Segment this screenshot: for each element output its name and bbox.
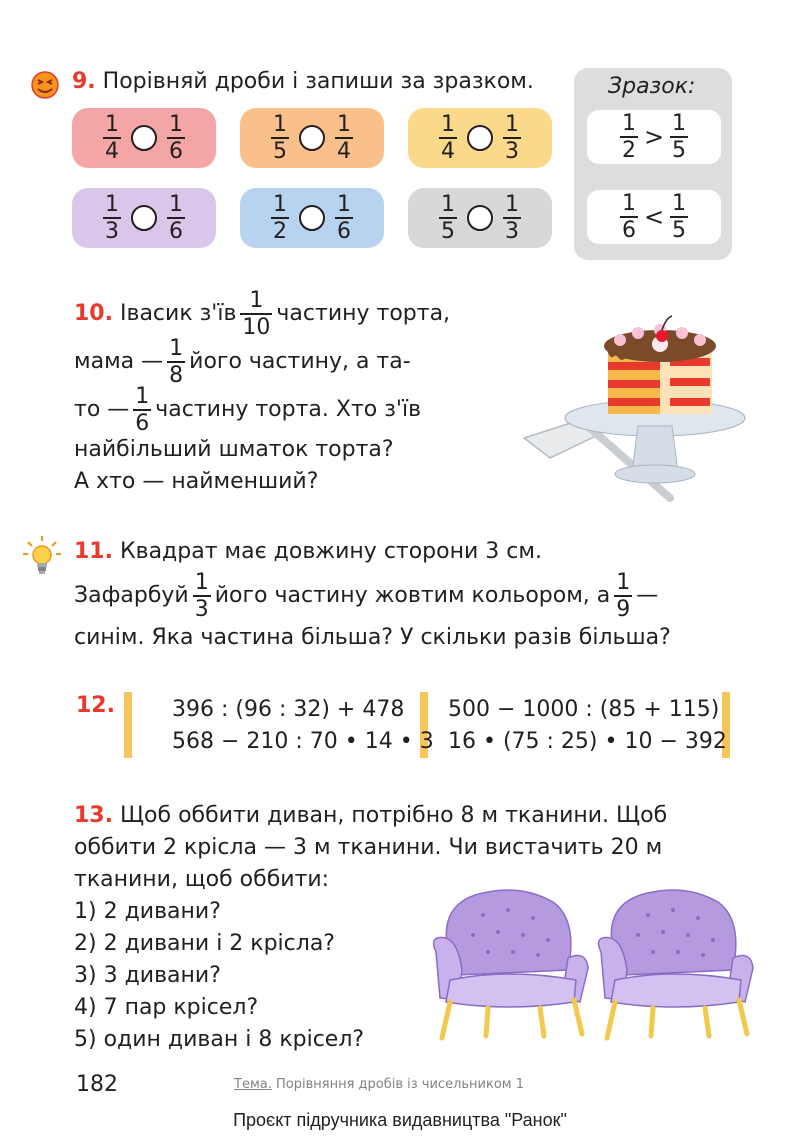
topic-line bbox=[234, 1077, 524, 1092]
comparison-circle[interactable] bbox=[467, 125, 493, 151]
sample-card bbox=[587, 190, 721, 244]
expression-1: 396 : (96 : 32) + 478 bbox=[172, 697, 405, 722]
fraction-right: $\frac{1}{6}$ bbox=[169, 111, 183, 164]
cake-illustration bbox=[520, 308, 750, 503]
fraction-comparison-pill bbox=[240, 108, 384, 168]
task9-heading bbox=[72, 66, 534, 98]
expression-2: 568 − 210 : 70 • 14 • 3 bbox=[172, 729, 434, 754]
fraction-comparison-pill bbox=[408, 108, 552, 168]
task11-line1 bbox=[74, 536, 774, 570]
comparison-circle[interactable] bbox=[299, 125, 325, 151]
fraction-left: $\frac{1}{5}$ bbox=[273, 111, 287, 164]
task10-line5: А хто — найменший? bbox=[74, 469, 319, 494]
task11-text-1: Квадрат має довжину сторони 3 см. bbox=[119, 539, 542, 564]
sample-card bbox=[587, 110, 721, 164]
task12-left-expressions bbox=[172, 694, 434, 758]
fraction-right: $\frac{1}{6}$ bbox=[169, 191, 183, 244]
task10-line3 bbox=[74, 383, 494, 436]
task13-number: 13. bbox=[74, 803, 113, 828]
task10-text-3b: частину торта. Хто з'їв bbox=[155, 397, 422, 422]
fraction-right: $\frac{1}{5}$ bbox=[672, 110, 687, 163]
fraction-1-3: $\frac{1}{3}$ bbox=[194, 569, 209, 622]
task11-line3: синім. Яка частина більша? У скільки разів більша? bbox=[74, 625, 671, 650]
fraction-right: $\frac{1}{3}$ bbox=[505, 111, 519, 164]
task10-text-3a: то — bbox=[74, 397, 130, 422]
task13-text-2: оббити 2 крісла — 3 м тканини. Чи вистачить 20 м bbox=[74, 835, 663, 860]
fraction-1-10: $\frac{1}{10}$ bbox=[242, 287, 271, 340]
task10 bbox=[74, 287, 494, 498]
expr-bar-left bbox=[124, 692, 132, 758]
armchairs-illustration bbox=[428, 880, 760, 1045]
topic-text: Порівняння дробів із чисельником 1 bbox=[276, 1077, 525, 1092]
comparison-sign: > bbox=[643, 123, 665, 151]
fraction-1-8: $\frac{1}{8}$ bbox=[169, 335, 184, 388]
list-item: 5) один диван і 8 крісел? bbox=[74, 1027, 365, 1052]
lightbulb-icon bbox=[22, 534, 62, 578]
task10-text-2b: його частину, а та- bbox=[189, 349, 411, 374]
task11-number: 11. bbox=[74, 539, 113, 564]
task10-line4: найбільший шматок торта? bbox=[74, 437, 394, 462]
comparison-sign: < bbox=[643, 203, 665, 231]
task13-text-3: тканини, щоб оббити: bbox=[74, 867, 330, 892]
comparison-circle[interactable] bbox=[131, 125, 157, 151]
task12-right-expressions bbox=[448, 694, 727, 758]
sample-box bbox=[574, 68, 732, 260]
fraction-left: $\frac{1}{4}$ bbox=[105, 111, 119, 164]
fraction-left: $\frac{1}{5}$ bbox=[441, 191, 455, 244]
task10-text-1a: Івасик з'їв bbox=[119, 301, 237, 326]
task10-line2 bbox=[74, 335, 494, 388]
topic-label: Тема. bbox=[234, 1077, 272, 1092]
task11-text-2c: — bbox=[636, 583, 659, 608]
project-note: Проєкт підручника видавництва "Ранок" bbox=[233, 1110, 567, 1130]
comparison-circle[interactable] bbox=[131, 205, 157, 231]
task10-text-2a: мама — bbox=[74, 349, 164, 374]
fraction-comparison-pill bbox=[240, 188, 384, 248]
fraction-comparison-pill bbox=[408, 188, 552, 248]
expression-3: 500 − 1000 : (85 + 115) bbox=[448, 697, 720, 722]
list-item: 4) 7 пар крісел? bbox=[74, 995, 259, 1020]
expression-4: 16 • (75 : 25) • 10 − 392 bbox=[448, 729, 727, 754]
fraction-left: $\frac{1}{6}$ bbox=[621, 190, 636, 243]
task11-text-2a: Зафарбуй bbox=[74, 583, 189, 608]
page-number: 182 bbox=[76, 1072, 118, 1097]
fraction-left: $\frac{1}{4}$ bbox=[441, 111, 455, 164]
fraction-comparison-pill bbox=[72, 188, 216, 248]
task11-text-2b: його частину жовтим кольором, а bbox=[214, 583, 611, 608]
fraction-right: $\frac{1}{3}$ bbox=[505, 191, 519, 244]
sample-title: Зразок: bbox=[608, 74, 696, 99]
fraction-right: $\frac{1}{5}$ bbox=[672, 190, 687, 243]
task11 bbox=[74, 536, 774, 654]
list-item: 2) 2 дивани і 2 крісла? bbox=[74, 931, 335, 956]
task13-line1 bbox=[74, 800, 764, 832]
fraction-left: $\frac{1}{3}$ bbox=[105, 191, 119, 244]
fraction-left: $\frac{1}{2}$ bbox=[621, 110, 636, 163]
task10-number: 10. bbox=[74, 301, 113, 326]
comparison-circle[interactable] bbox=[299, 205, 325, 231]
fraction-comparison-pill bbox=[72, 108, 216, 168]
smiley-icon bbox=[30, 70, 60, 100]
task10-text-1b: частину торта, bbox=[276, 301, 451, 326]
task9-number: 9. bbox=[72, 69, 96, 94]
list-item: 1) 2 дивани? bbox=[74, 899, 221, 924]
list-item: 3) 3 дивани? bbox=[74, 963, 221, 988]
task12-number: 12. bbox=[76, 693, 115, 718]
task11-line2 bbox=[74, 570, 774, 622]
task13-text-1: Щоб оббити диван, потрібно 8 м тканини. Щоб bbox=[119, 803, 668, 828]
fraction-1-9: $\frac{1}{9}$ bbox=[616, 569, 631, 622]
task10-line1 bbox=[74, 287, 494, 340]
fraction-1-6: $\frac{1}{6}$ bbox=[135, 383, 150, 436]
fraction-left: $\frac{1}{2}$ bbox=[273, 191, 287, 244]
comparison-circle[interactable] bbox=[467, 205, 493, 231]
task9-text: Порівняй дроби і запиши за зразком. bbox=[102, 69, 534, 94]
fraction-right: $\frac{1}{6}$ bbox=[337, 191, 351, 244]
fraction-right: $\frac{1}{4}$ bbox=[337, 111, 351, 164]
